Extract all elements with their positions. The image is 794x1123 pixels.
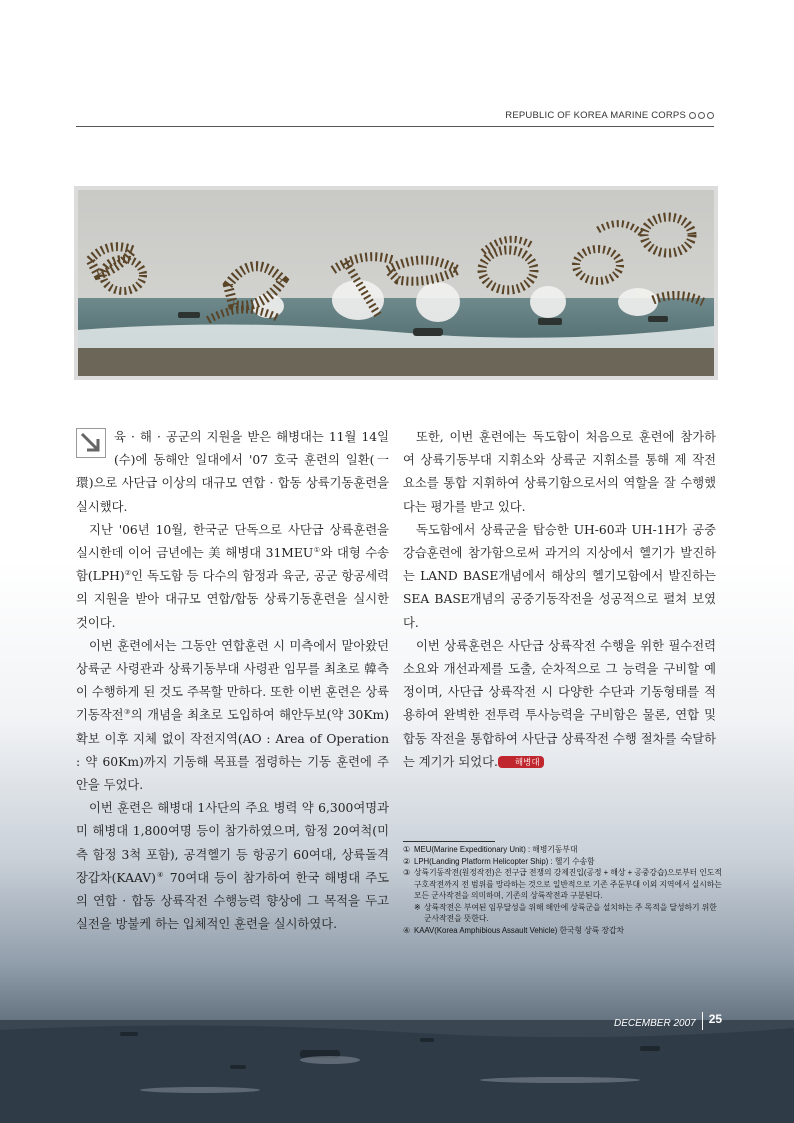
article-column-left: [76, 426, 389, 936]
footnote-rule: [403, 841, 495, 842]
smoke-shells-beach-photo: [78, 190, 714, 376]
footnote-note: ※ 상륙작전은 부여된 임무달성을 위해 해안에 상륙군을 설치하는 주 목적을 달성하기 위한 군사작전을 뜻한다.: [414, 902, 717, 923]
footnote-item: ③ 상륙기동작전(원정작전)은 전구급 전쟁의 강제진입(공정 + 해상 + 공중강습)으로부터 인도적 구호작전까지 전 범위를 망라하는 것으로 일반적으로 기존 주둔부대 이외 지역에서 실시하는 모든 군사작전을 의미하며, 기존의 상륙작전과 구분된다.: [403, 868, 722, 900]
footnote-item: ④ KAAV(Korea Amphibious Assault Vehicle) 한국형 상륙 장갑차: [403, 925, 625, 935]
page-number: 25: [708, 1012, 723, 1026]
footnote-ref[interactable]: ②: [124, 569, 132, 578]
paragraph: 이번 훈련에서는 그동안 연합훈련 시 미측에서 맡아왔던 상륙군 사령관과 상륙기동부대 사령관 임무를 최초로 韓측이 수행하게 된 것도 주목할 만하다. 또한 이번 훈련은 상륙기동작전③의 개념을 최초로 도입하여 해안두보(약 30Km) 확보 이후 지체 없이 작전지역(AO : Area of Operation : 약 60Km)까지 기동해 목표를 점령하는 기동 훈련에 주안을 두었다.: [76, 638, 389, 793]
paragraph: 이번 훈련은 해병대 1사단의 주요 병력 약 6,300여명과 미 해병대 1,800여명 등이 참가하였으며, 함정 20여척(미측 함정 3척 포함), 공격헬기 등 항공기 60여대, 상륙돌격장갑차(KAAV)④ 70여대 등이 참가하여 한국 해병대 주도의 연합 · 합동 상륙작전 수행능력 향상에 그 목적을 두고 실전을 방불케 하는 입체적인 훈련을 실시하였다.: [76, 801, 389, 932]
running-header: [76, 110, 714, 127]
paragraph: 또한, 이번 훈련에는 독도함이 처음으로 훈련에 참가하여 상륙기동부대 지휘소와 상륙군 지휘소를 통해 제 작전 요소를 통합 지휘하여 상륙기함으로서의 역할을 잘 수행했다는 평가를 받고 있다.: [403, 430, 716, 514]
issue-date: DECEMBER 2007: [614, 1018, 696, 1029]
footer-divider: [702, 1012, 703, 1030]
article-column-right: [403, 426, 716, 774]
footnotes: [403, 844, 723, 936]
footnote-item: ② LPH(Landing Platform Helicopter Ship) : 헬기 수송함: [403, 856, 595, 866]
footnote-item: ① MEU(Marine Expeditionary Unit) : 해병기동부대: [403, 845, 578, 854]
header-circles-icon: [689, 112, 714, 119]
paragraph: 육 · 해 · 공군의 지원을 받은 해병대는 11월 14일(수)에 동해안 일대에서 '07 호국 훈련의 일환(一環)으로 사단급 이상의 대규모 연합 · 합동 상륙기동훈련을 실시했다.: [76, 430, 389, 514]
paragraph: 지난 '06년 10월, 한국군 단독으로 사단급 상륙훈련을 실시한데 이어 금년에는 美 해병대 31MEU①와 대형 수송함(LPH)②인 독도함 등 다수의 함정과 육군, 공군 항공세력의 지원을 받아 대규모 연합/합동 상륙기동훈련을 실시한 것이다.: [76, 522, 390, 630]
header-title: REPUBLIC OF KOREA MARINE CORPS: [505, 110, 686, 121]
marine-corps-badge: 해병대: [498, 756, 544, 768]
footnote-ref[interactable]: ③: [123, 708, 131, 717]
paragraph: 독도함에서 상륙군을 탑승한 UH-60과 UH-1H가 공중강습훈련에 참가함으로써 과거의 지상에서 헬기가 발진하는 LAND BASE개념에서 해상의 헬기모함에서 발진하는 SEA BASE개념의 공중기동작전을 성공적으로 펼쳐 보였다.: [403, 522, 716, 630]
article-photo: [74, 186, 718, 380]
background-sea-photo: [0, 1020, 794, 1123]
page-footer: [614, 1012, 722, 1030]
footnote-ref[interactable]: ④: [155, 870, 165, 879]
footnote-ref[interactable]: ①: [313, 545, 321, 554]
arrow-down-right-icon: [76, 428, 106, 458]
paragraph: 이번 상륙훈련은 사단급 상륙작전 수행을 위한 필수전력 소요와 개선과제를 도출, 순차적으로 그 능력을 구비할 예정이며, 사단급 상륙작전 시 다양한 수단과 기동형태를 적용하여 완벽한 전투력 투사능력을 구비함은 물론, 연합 및 합동 작전을 통합하여 사단급 상륙작전 수행 절차를 숙달하는 계기가 되었다. 해병대: [403, 638, 716, 769]
